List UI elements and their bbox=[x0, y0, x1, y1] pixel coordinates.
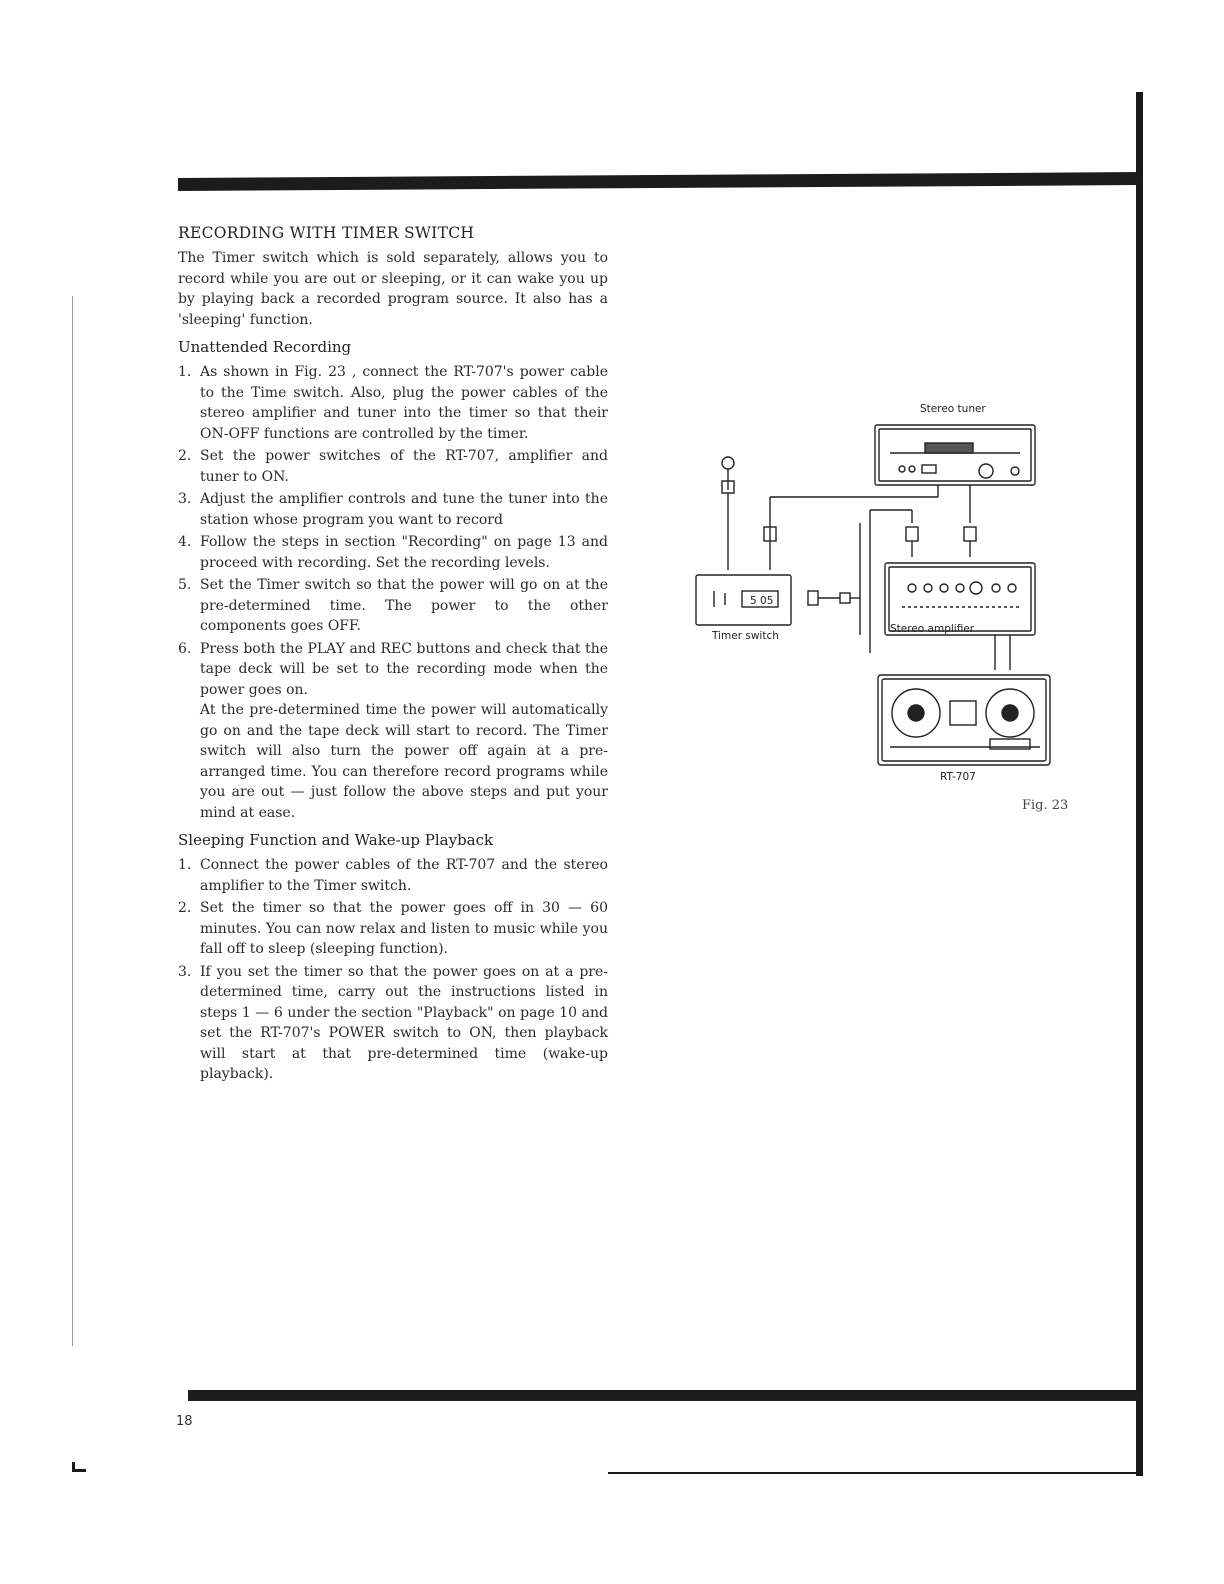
top-rule bbox=[178, 172, 1140, 191]
list-item bbox=[178, 489, 608, 530]
timer-switch-label: Timer switch bbox=[712, 630, 779, 642]
scan-edge-right bbox=[1136, 92, 1143, 1476]
list-item bbox=[178, 362, 608, 444]
scan-corner-mark-foot bbox=[72, 1469, 86, 1472]
sleeping-function-title: Sleeping Function and Wake-up Playback bbox=[178, 831, 494, 849]
step-continuation: At the pre-determined time the power will automatically go on and the tape deck will start to record. The Timer switch will also turn the power off again at a pre-arranged time. You can therefore record programs while you are out — just follow the above steps and put your mind at ease. bbox=[200, 702, 608, 821]
page-number: 18 bbox=[176, 1414, 193, 1429]
step-text: Adjust the amplifier controls and tune the tuner into the station whose program you want to record bbox=[200, 491, 608, 528]
list-item bbox=[178, 446, 608, 487]
step-text: Follow the steps in section "Recording" on page 13 and proceed with recording. Set the recording levels. bbox=[200, 534, 608, 571]
step-number: 1. bbox=[178, 364, 192, 380]
step-number: 3. bbox=[178, 491, 192, 507]
connection-diagram bbox=[690, 395, 1060, 785]
scan-edge-bottom bbox=[608, 1472, 1143, 1474]
list-item bbox=[178, 575, 608, 637]
step-number: 2. bbox=[178, 900, 192, 916]
stereo-tuner-label: Stereo tuner bbox=[920, 403, 986, 415]
section-title: RECORDING WITH TIMER SWITCH bbox=[178, 224, 475, 242]
stereo-tuner bbox=[875, 425, 1035, 485]
step-text: As shown in Fig. 23 , connect the RT-707's power cable to the Time switch. Also, plug the power cables of the stereo amplifier and tuner into the timer so that their ON-OFF functions are controlled by the timer. bbox=[200, 364, 608, 442]
timer-switch bbox=[696, 575, 791, 625]
step-number: 1. bbox=[178, 857, 192, 873]
step-number: 3. bbox=[178, 963, 192, 980]
step-text: Connect the power cables of the RT-707 and the stereo amplifier to the Timer switch. bbox=[200, 857, 608, 894]
step-number: 5. bbox=[178, 577, 192, 593]
timer-display-text: 5 05 bbox=[750, 595, 774, 607]
step-text: If you set the timer so that the power goes on at a pre-determined time, carry out the instructions listed in steps 1 — 6 under the section "Playback" on page 10 and set the RT-707's POWER switch to ON, then playback will start at that pre-determined time (wake-up playback). bbox=[200, 963, 608, 1082]
unattended-steps-list bbox=[178, 362, 608, 823]
wall-plug-icon bbox=[722, 457, 734, 570]
step-text: Set the power switches of the RT-707, amplifier and tuner to ON. bbox=[200, 448, 608, 485]
step-text: Press both the PLAY and REC buttons and check that the tape deck will be set to the recording mode when the power goes on. bbox=[200, 640, 608, 698]
rt-707-tape-deck bbox=[878, 675, 1050, 765]
scan-margin-line bbox=[72, 296, 73, 1346]
step-number: 4. bbox=[178, 534, 192, 550]
list-item bbox=[178, 855, 608, 896]
stereo-amplifier-label: Stereo amplifier bbox=[890, 623, 975, 635]
figure-caption: Fig. 23 bbox=[1022, 798, 1069, 813]
step-number: 6. bbox=[178, 640, 192, 657]
list-item bbox=[178, 532, 608, 573]
step-number: 2. bbox=[178, 448, 192, 464]
unattended-recording-title: Unattended Recording bbox=[178, 338, 352, 356]
list-item bbox=[178, 962, 608, 1085]
bottom-rule bbox=[188, 1390, 1140, 1401]
step-text: Set the Timer switch so that the power will go on at the pre-determined time. The power to the other components goes OFF. bbox=[200, 577, 608, 634]
list-item bbox=[178, 898, 608, 960]
text-column bbox=[178, 224, 608, 1093]
intro-paragraph: The Timer switch which is sold separately, allows you to record while you are out or sleeping, or it can wake you up by playing back a recorded program source. It also has a 'sleeping' function. bbox=[178, 250, 608, 328]
list-item bbox=[178, 639, 608, 824]
step-text: Set the timer so that the power goes off in 30 — 60 minutes. You can now relax and listen to music while you fall off to sleep (sleeping function). bbox=[200, 900, 608, 957]
rt-707-label: RT-707 bbox=[940, 771, 976, 783]
sleeping-steps-list bbox=[178, 855, 608, 1085]
